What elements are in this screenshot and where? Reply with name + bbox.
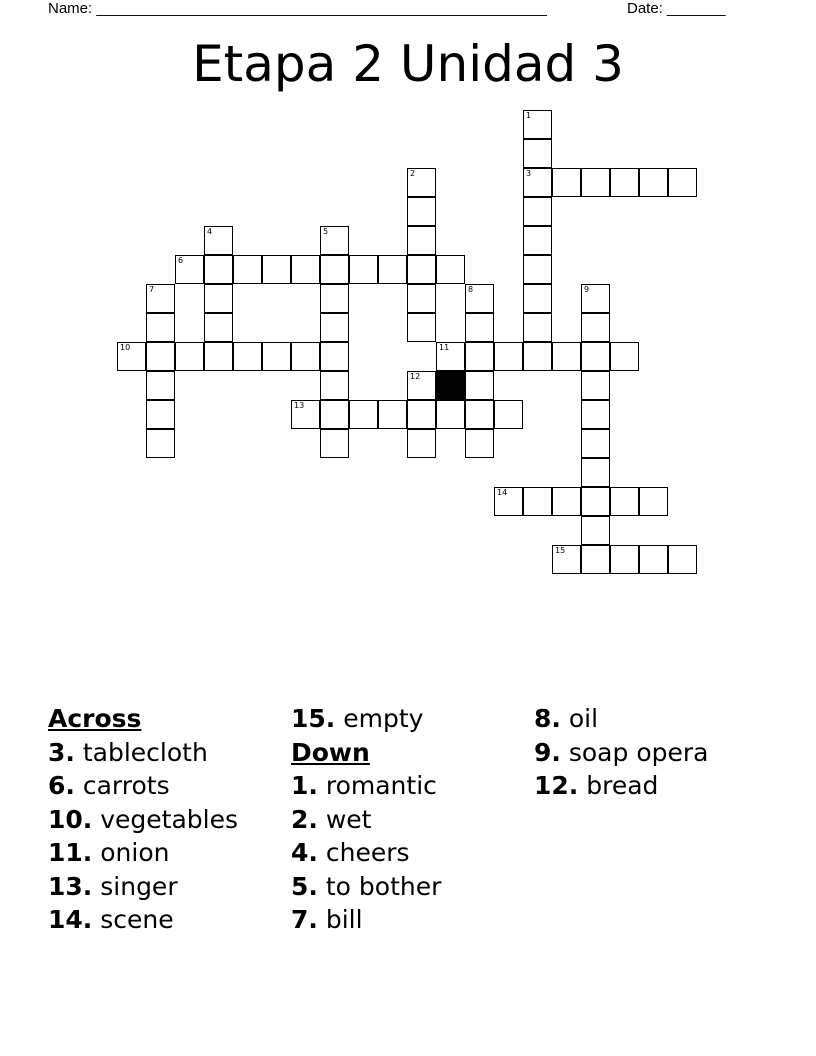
grid-cell[interactable] [320, 371, 349, 400]
grid-cell[interactable] [262, 255, 291, 284]
grid-cell[interactable] [204, 255, 233, 284]
clue-number: 2. [291, 804, 318, 834]
grid-cell[interactable] [291, 342, 320, 371]
clue-down-1 [291, 769, 441, 803]
cell-number: 3 [526, 169, 532, 178]
name-field-line[interactable]: Name: ______________________________________________________ [48, 0, 547, 17]
grid-cell[interactable] [494, 400, 523, 429]
cell-number: 7 [149, 285, 155, 294]
grid-cell[interactable] [610, 342, 639, 371]
grid-cell[interactable] [407, 284, 436, 313]
grid-cell[interactable] [436, 400, 465, 429]
clue-down-9 [534, 736, 708, 770]
grid-cell[interactable] [639, 545, 668, 574]
clue-text: romantic [325, 771, 437, 800]
grid-cell[interactable] [146, 284, 175, 313]
clue-text: soap opera [568, 737, 709, 767]
grid-cell[interactable] [204, 342, 233, 371]
grid-cell[interactable] [204, 313, 233, 342]
clue-number: 13. [48, 871, 93, 901]
grid-cell[interactable] [436, 255, 465, 284]
clue-text: carrots [82, 771, 170, 800]
grid-cell[interactable] [349, 400, 378, 429]
clue-number: 15. [291, 704, 336, 733]
grid-cell[interactable] [523, 168, 552, 197]
clue-text: bread [586, 771, 659, 800]
grid-cell[interactable] [407, 400, 436, 429]
clue-across-11 [48, 836, 238, 870]
grid-cell[interactable] [407, 429, 436, 458]
grid-cell[interactable] [639, 168, 668, 197]
grid-cell[interactable] [494, 342, 523, 371]
cell-number: 4 [207, 227, 213, 236]
grid-cell[interactable] [320, 400, 349, 429]
clue-number: 14. [48, 905, 93, 934]
clue-across-10 [48, 803, 238, 837]
grid-cell[interactable] [407, 371, 436, 400]
grid-cell[interactable] [117, 342, 146, 371]
grid-cell[interactable] [581, 545, 610, 574]
across-heading: Across [48, 704, 142, 733]
grid-cell[interactable] [175, 342, 204, 371]
clue-number: 1. [291, 771, 318, 800]
cell-number: 10 [120, 343, 131, 352]
down-heading: Down [291, 737, 370, 767]
clue-text: bill [325, 905, 363, 934]
cell-number: 14 [497, 488, 508, 497]
grid-cell[interactable] [378, 400, 407, 429]
clue-down-12 [534, 769, 708, 803]
grid-cell[interactable] [523, 284, 552, 313]
clue-text: singer [100, 871, 178, 901]
clue-across-13 [48, 870, 238, 904]
grid-cell[interactable] [407, 313, 436, 342]
clue-text: scene [100, 905, 174, 934]
cell-number: 11 [439, 343, 450, 352]
grid-cell[interactable] [523, 255, 552, 284]
clue-text: oil [568, 704, 599, 733]
grid-cell[interactable] [552, 168, 581, 197]
grid-cell[interactable] [552, 342, 581, 371]
clue-across-14 [48, 903, 238, 937]
grid-cell[interactable] [233, 255, 262, 284]
grid-cell[interactable] [320, 284, 349, 313]
grid-cell[interactable] [523, 197, 552, 226]
grid-cell[interactable] [465, 429, 494, 458]
clues-column-3 [534, 702, 708, 803]
clue-number: 10. [48, 804, 93, 834]
grid-cell[interactable] [668, 545, 697, 574]
grid-cell[interactable] [610, 168, 639, 197]
clues-column-2 [291, 702, 441, 937]
grid-cell[interactable] [581, 400, 610, 429]
cell-number: 6 [178, 256, 184, 265]
grid-cell[interactable] [146, 429, 175, 458]
grid-cell[interactable] [523, 139, 552, 168]
grid-cell[interactable] [581, 458, 610, 487]
clue-down-4 [291, 836, 441, 870]
grid-cell[interactable] [233, 342, 262, 371]
grid-cell[interactable] [407, 255, 436, 284]
grid-cell[interactable] [581, 487, 610, 516]
grid-cell[interactable] [146, 342, 175, 371]
grid-cell[interactable] [523, 313, 552, 342]
grid-cell[interactable] [639, 487, 668, 516]
grid-cell[interactable] [552, 487, 581, 516]
cell-number: 15 [555, 546, 566, 555]
grid-cell[interactable] [465, 342, 494, 371]
clue-down-8 [534, 702, 708, 736]
clue-number: 8. [534, 704, 561, 733]
puzzle-title: Etapa 2 Unidad 3 [192, 35, 624, 93]
clue-across-6 [48, 769, 238, 803]
clue-down-5 [291, 870, 441, 904]
grid-cell[interactable] [523, 110, 552, 139]
clue-number: 7. [291, 905, 318, 934]
grid-cell[interactable] [610, 487, 639, 516]
clue-number: 3. [48, 737, 75, 767]
grid-cell[interactable] [581, 516, 610, 545]
cell-number: 5 [323, 227, 329, 236]
grid-cell[interactable] [378, 255, 407, 284]
grid-cell[interactable] [465, 400, 494, 429]
grid-cell[interactable] [465, 313, 494, 342]
clue-number: 11. [48, 838, 93, 867]
grid-cell[interactable] [291, 255, 320, 284]
clue-down-2 [291, 803, 441, 837]
grid-cell[interactable] [668, 168, 697, 197]
grid-cell[interactable] [581, 342, 610, 371]
grid-cell[interactable] [407, 168, 436, 197]
grid-cell[interactable] [523, 342, 552, 371]
clue-number: 5. [291, 871, 318, 901]
clue-text: cheers [325, 838, 410, 867]
clue-text: tablecloth [82, 737, 208, 767]
cell-number: 1 [526, 111, 532, 120]
clue-across-3 [48, 736, 238, 770]
grid-cell[interactable] [146, 313, 175, 342]
grid-cell[interactable] [581, 313, 610, 342]
grid-cell[interactable] [581, 371, 610, 400]
grid-cell[interactable] [407, 226, 436, 255]
grid-cell[interactable] [320, 226, 349, 255]
grid-cell[interactable] [465, 284, 494, 313]
grid-cell[interactable] [204, 284, 233, 313]
clue-number: 12. [534, 771, 579, 800]
clue-number: 4. [291, 838, 318, 867]
grid-cell[interactable] [146, 400, 175, 429]
grid-cell[interactable] [146, 371, 175, 400]
grid-cell[interactable] [552, 545, 581, 574]
grid-cell[interactable] [320, 255, 349, 284]
grid-cell[interactable] [291, 400, 320, 429]
grid-cell[interactable] [581, 429, 610, 458]
clue-number: 9. [534, 737, 561, 767]
cell-number: 9 [584, 285, 590, 294]
grid-cell[interactable] [494, 487, 523, 516]
grid-cell[interactable] [465, 371, 494, 400]
cell-number: 13 [294, 401, 305, 410]
grid-cell[interactable] [407, 197, 436, 226]
clue-text: empty [343, 704, 424, 733]
clue-text: onion [100, 838, 170, 867]
clue-text: wet [325, 804, 372, 834]
grid-cell[interactable] [610, 545, 639, 574]
grid-cell[interactable] [204, 226, 233, 255]
clue-number: 6. [48, 771, 75, 800]
grid-cell[interactable] [349, 255, 378, 284]
clue-text: to bother [325, 871, 442, 901]
clue-across-15 [291, 702, 441, 736]
grid-cell[interactable] [320, 313, 349, 342]
clue-down-7 [291, 903, 441, 937]
date-field-line[interactable]: Date: _______ [627, 0, 726, 17]
grid-cell[interactable] [175, 255, 204, 284]
grid-cell[interactable] [436, 342, 465, 371]
grid-cell[interactable] [523, 226, 552, 255]
grid-cell[interactable] [320, 429, 349, 458]
grid-cell[interactable] [581, 284, 610, 313]
clues-column-1 [48, 702, 238, 937]
black-square [436, 371, 465, 400]
grid-cell[interactable] [320, 342, 349, 371]
cell-number: 8 [468, 285, 474, 294]
grid-cell[interactable] [523, 487, 552, 516]
grid-cell[interactable] [581, 168, 610, 197]
cell-number: 12 [410, 372, 421, 381]
cell-number: 2 [410, 169, 416, 178]
clue-text: vegetables [100, 804, 239, 834]
grid-cell[interactable] [262, 342, 291, 371]
